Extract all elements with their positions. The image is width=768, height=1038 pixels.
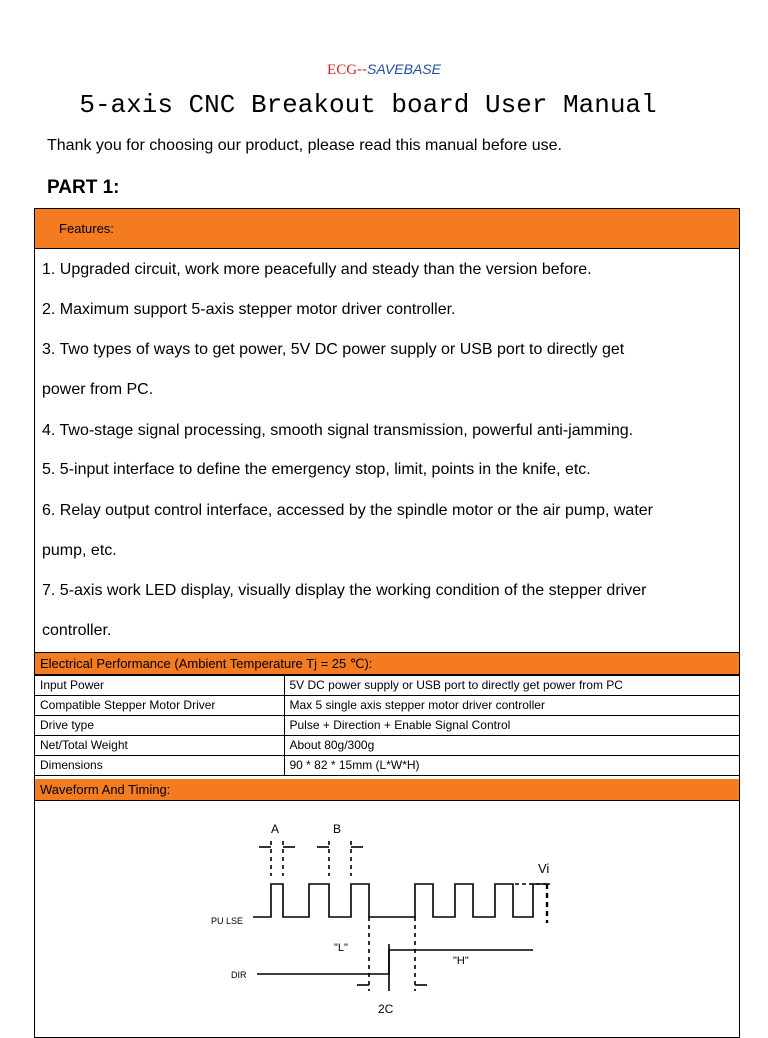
feature-line: 7. 5-axis work LED display, visually display the working condition of the stepper driver <box>42 582 647 599</box>
label-b: B <box>333 822 342 836</box>
content-frame <box>34 208 740 1038</box>
electrical-header <box>35 652 739 675</box>
spec-value: Max 5 single axis stepper motor driver controller <box>284 696 739 716</box>
feature-line: 4. Two-stage signal processing, smooth signal transmission, powerful anti-jamming. <box>42 422 634 439</box>
spec-table <box>35 675 739 776</box>
spec-value: 90 * 82 * 15mm (L*W*H) <box>284 756 739 776</box>
label-low: "L" <box>334 942 348 954</box>
waveform-heading: Waveform And Timing: <box>40 782 171 797</box>
label-vi: Vi <box>538 861 550 876</box>
document-title: 5-axis CNC Breakout board User Manual <box>79 90 657 120</box>
feature-line: 5. 5-input interface to define the emergency stop, limit, points in the knife, etc. <box>42 461 591 478</box>
label-pulse: PU LSE <box>211 916 244 926</box>
spec-label: Input Power <box>35 676 284 696</box>
feature-line: 1. Upgraded circuit, work more peacefully and steady than the version before. <box>42 261 592 278</box>
feature-line: 3. Two types of ways to get power, 5V DC power supply or USB port to directly get <box>42 341 625 358</box>
table-row <box>35 676 739 696</box>
brand-separator: -- <box>357 61 368 78</box>
feature-line: 6. Relay output control interface, accessed by the spindle motor or the air pump, water <box>42 502 653 519</box>
spec-label: Dimensions <box>35 756 284 776</box>
pulse-waveform <box>253 884 550 917</box>
features-heading: Features: <box>59 221 114 236</box>
label-dir: DIR <box>231 970 247 980</box>
spec-value: About 80g/300g <box>284 736 739 756</box>
label-a: A <box>271 822 280 836</box>
page-header <box>0 61 768 79</box>
table-row <box>35 756 739 776</box>
spec-label: Net/Total Weight <box>35 736 284 756</box>
brand-ecg: ECG <box>327 62 358 78</box>
spec-value: Pulse + Direction + Enable Signal Control <box>284 716 739 736</box>
table-row <box>35 736 739 756</box>
waveform-diagram <box>35 801 739 1037</box>
part-heading: PART 1: <box>47 177 120 198</box>
label-high: "H" <box>453 955 469 967</box>
waveform-header <box>35 779 739 801</box>
feature-line: pump, etc. <box>42 542 117 559</box>
electrical-heading: Electrical Performance (Ambient Temperature Tj = 25 ℃): <box>40 656 373 671</box>
features-header <box>35 209 739 249</box>
brand-savebase: SAVEBASE <box>367 61 441 77</box>
feature-line: 2. Maximum support 5-axis stepper motor driver controller. <box>42 301 456 318</box>
label-2c: 2C <box>378 1002 394 1016</box>
feature-line: controller. <box>42 622 112 639</box>
table-row <box>35 696 739 716</box>
intro-text: Thank you for choosing our product, please read this manual before use. <box>47 137 562 154</box>
spec-label: Compatible Stepper Motor Driver <box>35 696 284 716</box>
spec-value: 5V DC power supply or USB port to directly get power from PC <box>284 676 739 696</box>
spec-label: Drive type <box>35 716 284 736</box>
dir-waveform <box>257 950 533 974</box>
table-row <box>35 716 739 736</box>
feature-line: power from PC. <box>42 381 154 398</box>
